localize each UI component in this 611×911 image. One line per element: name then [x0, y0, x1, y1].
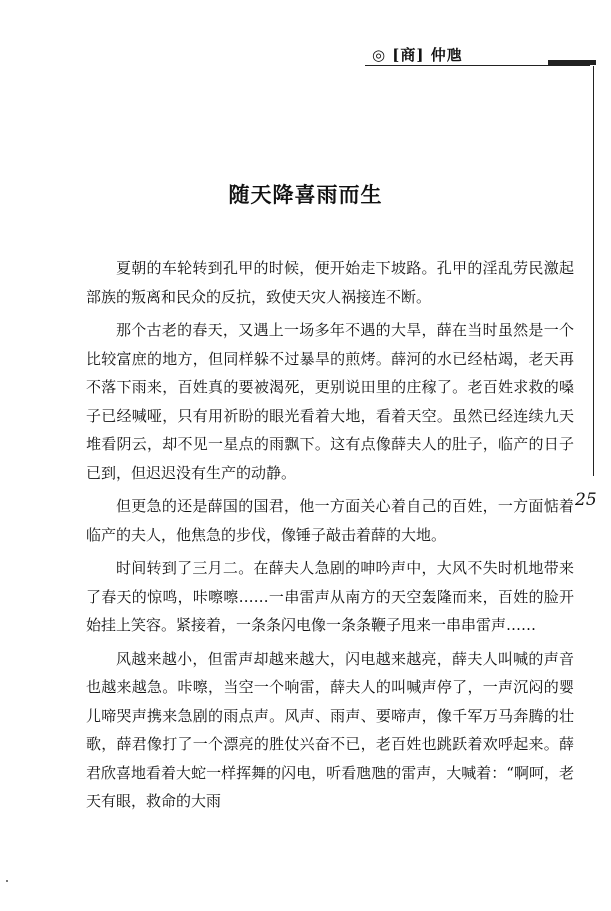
header-rule-accent: [548, 60, 596, 65]
running-header: ◎ [商] 仲虺: [372, 46, 463, 64]
paragraph: 夏朝的车轮转到孔甲的时候，便开始走下坡路。孔甲的淫乱劳民激起部族的叛离和民众的反抗，致使天灾人祸接连不断。: [86, 259, 574, 306]
scan-speck: [6, 880, 8, 882]
page-number: 25: [575, 490, 597, 510]
header-rule: [365, 65, 590, 66]
paragraph: 风越来越小，但雷声却越来越大，闪电越来越亮，薛夫人叫喊的声音也越来越急。咔嚓，当空一个响雷，薛夫人的叫喊声停了，一声沉闷的婴儿啼哭声携来急剧的雨点声。风声、雨声、要啼声，像千军万马奔腾的壮歌，薛君像打了一个漂亮的胜仗兴奋不已，老百姓也跳跃着欢呼起来。薛君欣喜地看着大蛇一样挥舞的闪电，听看虺虺的雷声，大喊着：“啊呵，老天有眼，救命的大雨: [86, 649, 574, 810]
paragraph: 但更急的还是薛国的国君，他一方面关心着自己的百姓，一方面惦着临产的夫人，他焦急的步伐，像锤子敲击着薛的大地。: [86, 497, 574, 544]
chapter-title: 随天降喜雨而生: [228, 182, 383, 208]
paragraph: 时间转到了三月二。在薛夫人急剧的呻吟声中，大风不失时机地带来了春天的惊鸣，咔嚓嚓……一串雷声从南方的天空轰隆而来，百姓的脸开始挂上笑容。紧接着，一条条闪电像一条条鞭子甩来一串串雷声……: [86, 559, 574, 634]
body-text: [86, 254, 574, 816]
margin-rule: [593, 66, 594, 476]
paragraph: 那个古老的春天，又遇上一场多年不遇的大旱，薛在当时虽然是一个比较富庶的地方，但同样躲不过暴旱的煎烤。薛河的水已经枯竭，老天再不落下雨来，百姓真的要被渴死，更别说田里的庄稼了。老百姓求救的嗓子已经喊哑，只有用祈盼的眼光看着大地，看着天空。虽然已经连续九天堆看阴云，却不见一星点的雨飘下。这有点像薛夫人的肚子，临产的日子已到，但迟迟没有生产的动静。: [86, 321, 574, 482]
